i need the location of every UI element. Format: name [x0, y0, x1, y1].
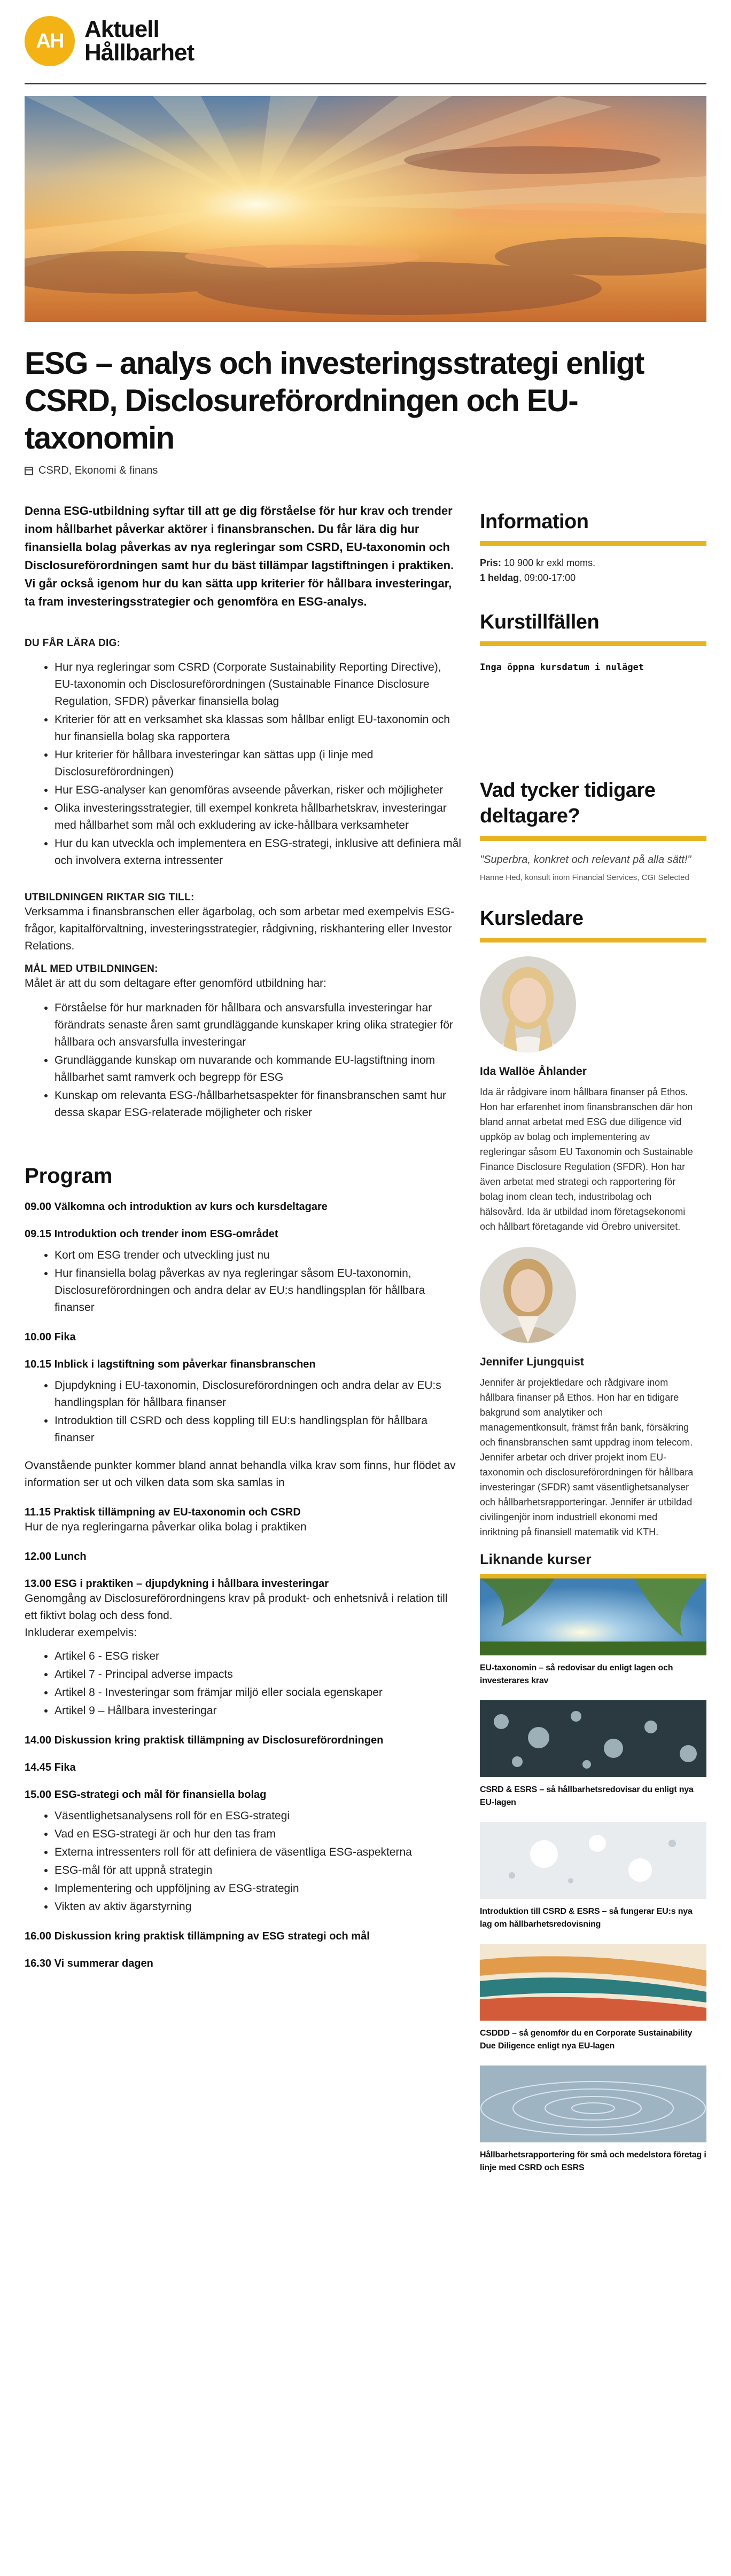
- list-item: • Olika investeringsstrategier, till exempel konkreta hållbarhetskrav, investeringar med hållbarhet som mål och exkludering av icke-hållbara verksamheter: [55, 800, 463, 834]
- goals-list: [25, 1000, 463, 1121]
- leaders-heading: Kursledare: [480, 907, 584, 930]
- logo-wordmark[interactable]: [84, 18, 194, 65]
- similar-course-card[interactable]: [480, 2065, 706, 2174]
- logo-line-1: Aktuell: [84, 16, 159, 42]
- leader-name: Ida Wallöe Åhlander: [480, 1065, 587, 1078]
- audience-label: UTBILDNINGEN RIKTAR SIG TILL:: [25, 892, 195, 903]
- list-item: • Vikten av aktiv ägarstyrning: [55, 1898, 463, 1915]
- program-text: Hur de nya regleringarna påverkar olika bolag i praktiken: [25, 1521, 307, 1533]
- goals-intro: Målet är att du som deltagare efter genomförd utbildning har:: [25, 977, 326, 989]
- program-item-title: 11.15 Praktisk tillämpning av EU-taxonomin och CSRD: [25, 1506, 301, 1518]
- logo-badge[interactable]: AH: [25, 16, 75, 66]
- program-item-title: 09.15 Introduktion och trender inom ESG-området: [25, 1228, 278, 1240]
- similar-course-card[interactable]: [480, 1700, 706, 1809]
- list-item: • Hur du kan utveckla och implementera en ESG-strategi, inklusive att definiera mål och involvera externa intressenter: [55, 835, 463, 869]
- learn-label: DU FÅR LÄRA DIG:: [25, 638, 121, 649]
- program-item-title: 14.45 Fika: [25, 1762, 76, 1773]
- course-title[interactable]: CSDDD – så genomför du en Corporate Sustainability Due Diligence enligt nya EU-lagen: [480, 2029, 693, 2051]
- list-item: • Grundläggande kunskap om nuvarande och kommande EU-lagstiftning inom hållbarhet samt ramverk och begrepp för ESG: [55, 1052, 463, 1086]
- course-title[interactable]: Hållbarhetsrapportering för små och medelstora företag i linje med CSRD och ESRS: [480, 2150, 706, 2172]
- heading-underline: [480, 541, 706, 546]
- course-thumbnail: [480, 1822, 706, 1899]
- program-item-title: 10.00 Fika: [25, 1331, 76, 1343]
- program-text: Genomgång av Disclosureförordningens krav på produkt- och enhetsnivå i relation till ett fiktivt bolag och dess fond.: [25, 1592, 448, 1622]
- hero-image: [25, 96, 706, 322]
- list-item: • Introduktion till CSRD och dess koppling till EU:s handlingsplan för hållbara finanser: [55, 1412, 463, 1447]
- leader-bio: Jennifer är projektledare och rådgivare inom hållbara finanser på Ethos. Hon har en tidigare bakgrund som analytiker och managementkonsult, främst från bank, försäkring och finansbranschen samt uppdrag inom telecom. Jennifer arbetar och driver projekt inom EU-taxonomin och disclosureförordningen för hållbara investeringar (SFDR) samt väsentlighetsanalyser och hållbarhetsrapporteringar. Jennifer är utbildad civilingenjör inom industriell ekonomi med inriktning på finansiell matematik vid KTH.: [480, 1377, 694, 1537]
- similar-course-card[interactable]: [480, 1944, 706, 2053]
- list-item: • Vad en ESG-strategi är och hur den tas fram: [55, 1826, 463, 1843]
- list-item: • Artikel 7 - Principal adverse impacts: [55, 1666, 463, 1683]
- program-item-title: 10.15 Inblick i lagstiftning som påverkar finansbranschen: [25, 1358, 316, 1370]
- occasions-empty: Inga öppna kursdatum i nuläget: [480, 662, 644, 673]
- header-divider: [25, 83, 706, 84]
- calendar-icon: [25, 467, 33, 475]
- list-item: • Väsentlighetsanalysens roll för en ESG-strategi: [55, 1808, 463, 1825]
- list-item: • Hur finansiella bolag påverkas av nya regleringar såsom EU-taxonomin, Disclosureförordningen och andra delar av EU:s handlingsplan för hållbara finanser: [55, 1265, 463, 1316]
- course-thumbnail: [480, 1578, 706, 1655]
- feedback-heading: Vad tycker tidigare deltagare?: [480, 779, 656, 827]
- list-item: • Artikel 8 - Investeringar som främjar miljö eller sociala egenskaper: [55, 1684, 463, 1701]
- price-label: Pris:: [480, 557, 502, 568]
- price-line: [480, 555, 706, 570]
- leader-bio: Ida är rådgivare inom hållbara finanser på Ethos. Hon har erfarenhet inom finansbranschen där hon bland annat arbetat med ESG due diligence vid uppköp av bolag och implementering av regleringar såsom EU Taxonomin och Sustainable Finance Disclosure Regulation (SFDR). Hon har även arbetat med strategi och rapportering för bolag inom clean tech, industribolag och hälsovård. Ida är utbildad inom företagsekonomi och hållbart företagande vid Örebro universitet.: [480, 1087, 693, 1232]
- program-sublist: [25, 1247, 463, 1316]
- course-thumbnail: [480, 1700, 706, 1777]
- list-item: • Artikel 6 - ESG risker: [55, 1648, 463, 1665]
- category-label: CSRD, Ekonomi & finans: [38, 465, 158, 476]
- testimonial-quote: "Superbra, konkret och relevant på alla sätt!": [480, 854, 691, 866]
- list-item: • Kort om ESG trender och utveckling just nu: [55, 1247, 463, 1264]
- duration-value: , 09:00-17:00: [519, 572, 576, 583]
- goals-label: MÅL MED UTBILDNINGEN:: [25, 963, 158, 975]
- course-title[interactable]: EU-taxonomin – så redovisar du enligt lagen och investerares krav: [480, 1663, 673, 1685]
- heading-underline: [480, 938, 706, 943]
- similar-course-card[interactable]: [480, 1578, 706, 1687]
- page-title: ESG – analys och investeringsstrategi enligt CSRD, Disclosureförordningen och EU-taxonomin: [25, 346, 644, 455]
- program-item-title: 12.00 Lunch: [25, 1551, 87, 1562]
- testimonial-author: Hanne Hed, konsult inom Financial Services, CGI Selected: [480, 873, 689, 882]
- list-item: • Hur kriterier för hållbara investeringar kan sättas upp (i linje med Disclosureförordningen): [55, 747, 463, 781]
- heading-underline: [480, 836, 706, 841]
- heading-underline: [480, 641, 706, 646]
- course-title[interactable]: Introduktion till CSRD & ESRS – så fungerar EU:s nya lag om hållbarhetsredovisning: [480, 1907, 693, 1929]
- heading-underline: [480, 1574, 706, 1578]
- learn-list: [25, 659, 463, 869]
- avatar-ida: [480, 956, 576, 1053]
- program-item-title: 09.00 Välkomna och introduktion av kurs och kursdeltagare: [25, 1201, 328, 1213]
- list-item: • Kunskap om relevanta ESG-/hållbarhetsaspekter för finansbranschen samt hur dessa skapar ESG-relaterade möjligheter och risker: [55, 1087, 463, 1121]
- program-sublist: [25, 1377, 463, 1447]
- program-text: Inkluderar exempelvis:: [25, 1627, 137, 1639]
- logo-line-2: Hållbarhet: [84, 40, 195, 66]
- program-sublist: [25, 1648, 463, 1719]
- list-item: • Externa intressenters roll för att definiera de väsentliga ESG-aspekterna: [55, 1844, 463, 1861]
- course-description: [25, 502, 463, 1970]
- similar-heading: Liknande kurser: [480, 1551, 592, 1567]
- avatar-jennifer: [480, 1247, 576, 1343]
- category-link[interactable]: [25, 465, 158, 477]
- course-thumbnail: [480, 1944, 706, 2021]
- program-item-title: 15.00 ESG-strategi och mål för finansiella bolag: [25, 1789, 267, 1801]
- program-sublist: [25, 1808, 463, 1915]
- program-item-title: 13.00 ESG i praktiken – djupdykning i hållbara investeringar: [25, 1578, 329, 1590]
- list-item: • Förståelse för hur marknaden för hållbara och ansvarsfulla investeringar har förändrats senaste åren samt grundläggande kunskaper kring olika strategier för hållbara och ansvarsfulla investeringar: [55, 1000, 463, 1051]
- program-item-title: 14.00 Diskussion kring praktisk tillämpning av Disclosureförordningen: [25, 1734, 384, 1746]
- program-item-title: 16.30 Vi summerar dagen: [25, 1958, 153, 1969]
- list-item: • Implementering och uppföljning av ESG-strategin: [55, 1880, 463, 1897]
- duration-label: 1 heldag: [480, 572, 519, 583]
- list-item: • Artikel 9 – Hållbara investeringar: [55, 1702, 463, 1719]
- list-item: • Hur nya regleringar som CSRD (Corporate Sustainability Reporting Directive), EU-taxonomin och Disclosureförordningen (Sustainable Finance Disclosure Regulation, SFDR) påverkar finansiella bolag: [55, 659, 463, 710]
- program-item-title: 16.00 Diskussion kring praktisk tillämpning av ESG strategi och mål: [25, 1930, 370, 1942]
- occasions-heading: Kurstillfällen: [480, 611, 600, 633]
- price-value: 10 900 kr exkl moms.: [501, 557, 596, 568]
- similar-course-card[interactable]: [480, 1822, 706, 1931]
- audience-text: Verksamma i finansbranschen eller ägarbolag, och som arbetar med exempelvis ESG-frågor, kapitalförvaltning, investeringsstrategier, rådgivning, riskhantering eller Investor Relations.: [25, 906, 455, 952]
- info-heading: Information: [480, 511, 589, 533]
- program-note: Ovanstående punkter kommer bland annat behandla vilka krav som finns, hur flödet av information ser ut och vilken data som ska samlas in: [25, 1459, 456, 1489]
- course-thumbnail: [480, 2065, 706, 2142]
- leader-name: Jennifer Ljungquist: [480, 1356, 584, 1368]
- course-title[interactable]: CSRD & ESRS – så hållbarhetsredovisar du enligt nya EU-lagen: [480, 1785, 694, 1807]
- site-header: [25, 12, 194, 70]
- program-heading: Program: [25, 1164, 113, 1188]
- duration-line: [480, 570, 706, 585]
- list-item: • Hur ESG-analyser kan genomföras avseende påverkan, risker och möjligheter: [55, 782, 463, 799]
- list-item: • Kriterier för att en verksamhet ska klassas som hållbar enligt EU-taxonomin och hur finansiella bolag ska rapportera: [55, 711, 463, 745]
- lead-paragraph: Denna ESG-utbildning syftar till att ge dig förståelse för hur krav och trender inom hållbarhet påverkar aktörer i finansbranschen. Du får lära dig hur finansiella bolag påverkas av nya regleringar som CSRD, EU-taxonomin och Disclosureförordningen samt hur du bäst tillämpar lagstiftningen i praktiken. Vi går också igenom hur du kan sätta upp kriterier för hållbara investeringar, ta fram investeringsstrategier och genomföra en ESG-analys.: [25, 504, 454, 608]
- list-item: • Djupdykning i EU-taxonomin, Disclosureförordningen och andra delar av EU:s handlingsplan för hållbara finanser: [55, 1377, 463, 1411]
- list-item: • ESG-mål för att uppnå strategin: [55, 1862, 463, 1879]
- sidebar: [480, 502, 706, 2174]
